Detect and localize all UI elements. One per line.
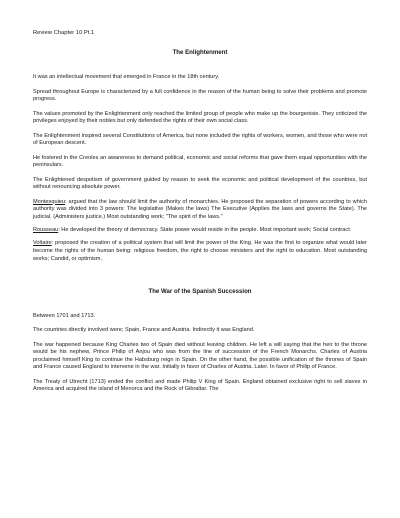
- paragraph: Spread throughout Europe is characterized by a full confidence in the reason of the human being to solve their problems and promote progress.: [33, 88, 367, 103]
- paragraph-rousseau: [33, 227, 367, 235]
- voltaire-name: Voltaire: [33, 240, 52, 247]
- paragraph: The countries directly involved were; Spain, France and Austria. Indirectly it was England.: [33, 327, 255, 334]
- paragraph: Between 1701 and 1713.: [33, 312, 96, 319]
- montesquieu-name: Montesquieu: [33, 198, 66, 205]
- montesquieu-text: : argued that the law should limit the authority of monarchies. He proposed the separation of powers according to which authority was divided into 3 powers: The legislative (Makes the laws) The Executive (Applies the laws and governs the State). The judicial. (Administers justice.) Most outstanding work; "The spirit of the laws.": [33, 198, 367, 220]
- voltaire-text: : proposed the creation of a political system that will limit the power of the King. He was the first to organize what would later become the rights of the human being: religious freedom, the right to choose ministers and the right to education. Most outstanding works; Candid, or optimism.: [33, 240, 367, 262]
- paragraph: He fostered in the Creoles an awareness to demand political, economic and social reforms that gave them equal opportunities with the peninsulars.: [33, 154, 367, 169]
- rousseau-name: Rousseau: [33, 227, 59, 234]
- paragraph: The war happened because King Charles two of Spain died without leaving children. He left a will saying that the heir to the throne would be his nephew, Prince Philip of Anjou who was from the line of succession of the French Monarchs. Charles of Austria proclaimed himself King to continue the Habsburg reign in Spain. On the other hand, the possible unification of the thrones of Spain and France caused England to intervene in the war. Initially in favor of Charles of Austria. Later. In favor of Philip of France.: [33, 341, 367, 371]
- paragraph: The values promoted by the Enlightenment only reached the limited group of people who make up the bourgeoisie. They criticized the privileges enjoyed by their nobles but only defended the rights of their own social class.: [33, 110, 367, 125]
- paragraph: The Treaty of Utrecht (1713) ended the conflict and made Philip V King of Spain. England obtained exclusive right to sell slaves in America and acquired the island of Menorca and the Rock of Gibraltar. The: [33, 378, 367, 393]
- paragraph-montesquieu: [33, 199, 367, 222]
- page-header: Review Chapter 10 Pt.1: [33, 30, 95, 36]
- paragraph-voltaire: [33, 240, 367, 263]
- rousseau-text: : He developed the theory of democracy. State power would reside in the people. Most important work; Social contract.: [58, 227, 352, 234]
- paragraph: The Enlightened despotism of government guided by reason to seek the economic and political development of the countries, but without renouncing absolute power.: [33, 176, 367, 191]
- section-title-war: The War of the Spanish Succession: [148, 288, 252, 296]
- paragraph: The Enlightenment inspired several Constitutions of America, but none included the rights of workers, women, and those who were not of European descent.: [33, 132, 367, 147]
- section-title-enlightenment: The Enlightenment: [172, 48, 228, 56]
- paragraph: It was an intellectual movement that emerged in France in the 18th century.: [33, 74, 220, 81]
